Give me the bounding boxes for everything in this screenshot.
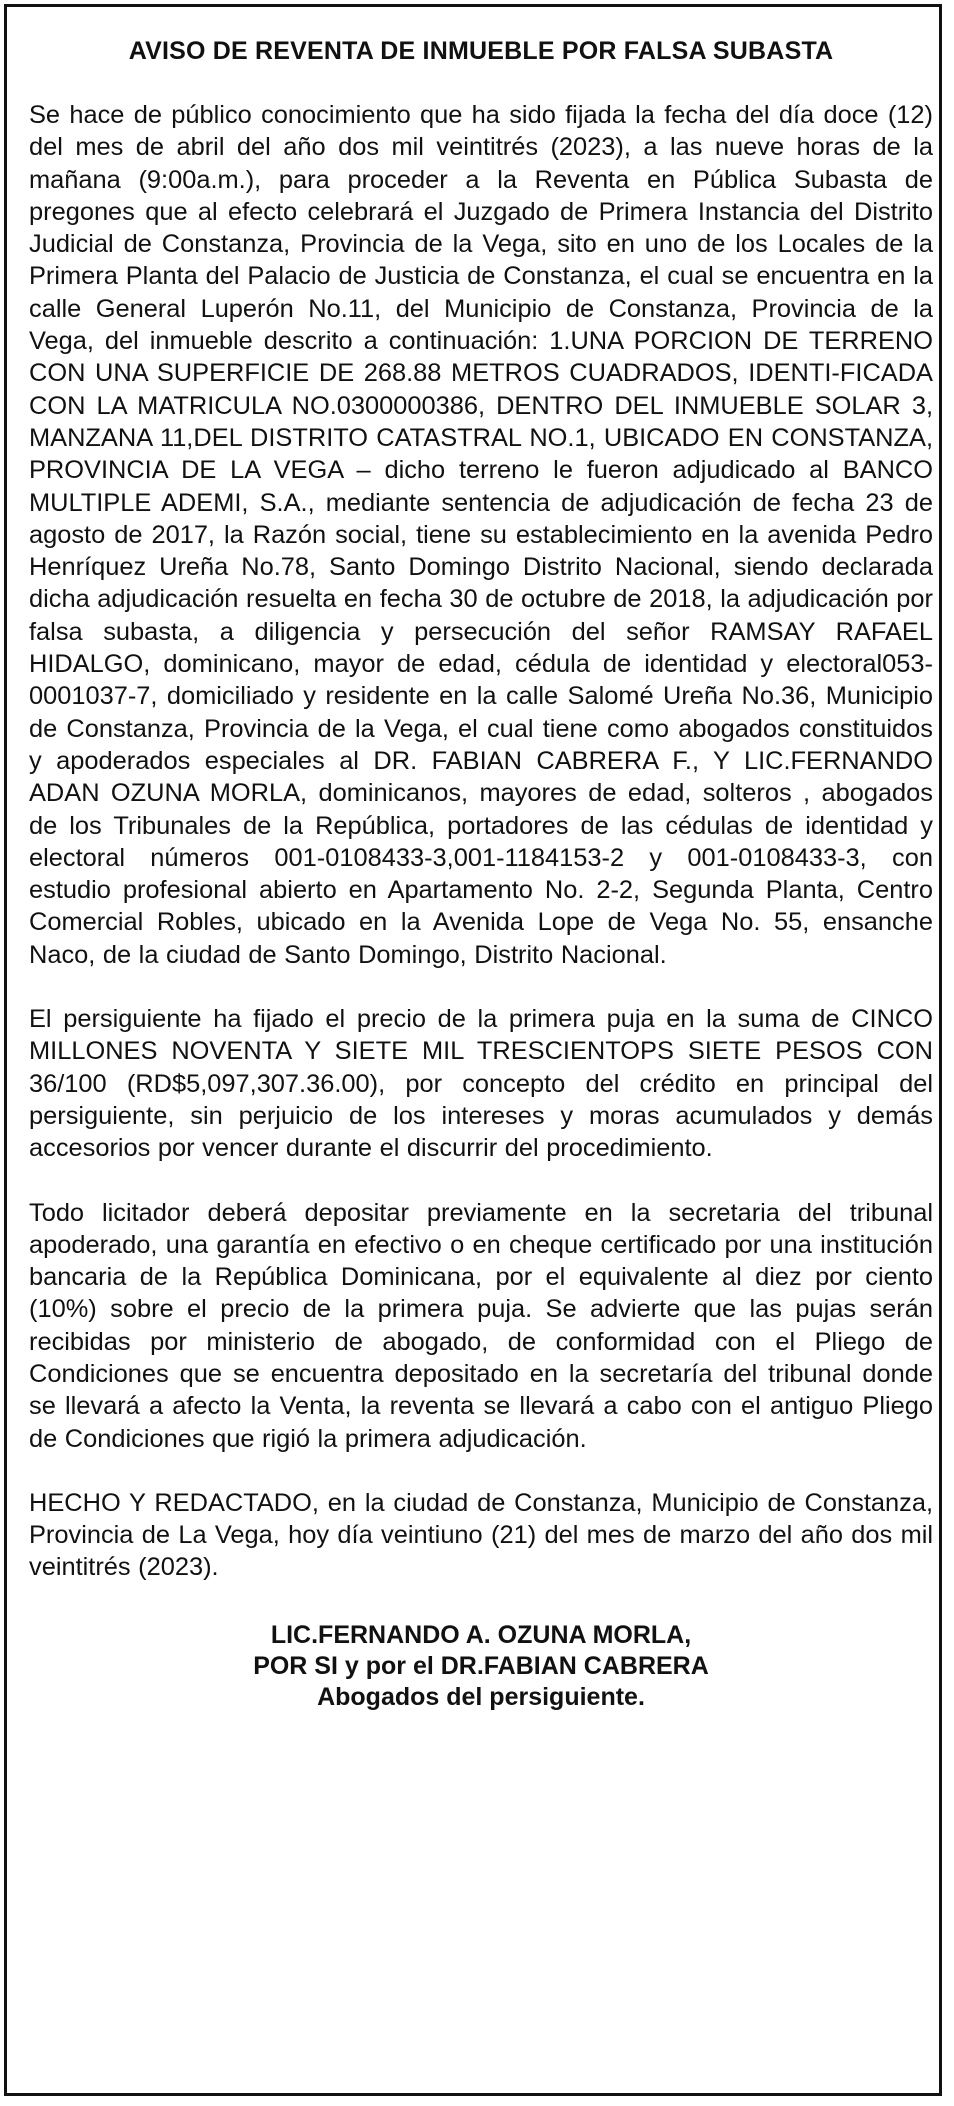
notice-paragraph-4: HECHO Y REDACTADO, en la ciudad de Constanza, Municipio de Constanza, Provincia de La Vega, hoy día veintiuno (21) del mes de marzo del año dos mil veintitrés (2023). bbox=[29, 1488, 933, 1582]
notice-paragraph-2: El persiguiente ha fijado el precio de la primera puja en la suma de CINCO MILLONES NOVENTA Y SIETE MIL TRESCIENTOPS SIETE PESOS CON 36/100 (RD$5,097,307.36.00), por concepto del crédito en principal del persiguiente, sin perjuicio de los intereses y moras acumulados y demás accesorios por vencer durante el discurrir del procedimiento. bbox=[29, 1005, 933, 1163]
notice-paragraph-1: Se hace de público conocimiento que ha sido fijada la fecha del día doce (12) del mes de abril del año dos mil veintitrés (2023), a las nueve horas de la mañana (9:00a.m.), para proceder a la Reventa en Pública Subasta de pregones que al efecto celebrará el Juzgado de Primera Instancia del Distrito Judicial de Constanza, Provincia de la Vega, sito en uno de los Locales de la Primera Planta del Palacio de Justicia de Constanza, el cual se encuentra en la calle General Luperón No.11, del Municipio de Constanza, Provincia de la Vega, del inmueble descrito a continuación: 1.UNA PORCION DE TERRENO CON UNA SUPERFICIE DE 268.88 METROS CUADRADOS, IDENTI-FICADA CON LA MATRICULA NO.0300000386, DENTRO DEL INMUEBLE SOLAR 3, MANZANA 11,DEL DISTRITO CATASTRAL NO.1, UBICADO EN CONSTANZA, PROVINCIA DE LA VEGA – dicho terreno le fueron adjudicado al BANCO MULTIPLE ADEMI, S.A., mediante sentencia de adjudicación de fecha 23 de agosto de 2017, la Razón social, tiene su establecimiento en la avenida Pedro Henríquez Ureña No.78, Santo Domingo Distrito Nacional, siendo declarada dicha adjudicación resuelta en fecha 30 de octubre de 2018, la adjudicación por falsa subasta, a diligencia y persecución del señor RAMSAY RAFAEL HIDALGO, dominicano, mayor de edad, cédula de identidad y electoral053-0001037-7, domiciliado y residente en la calle Salomé Ureña No.36, Municipio de Constanza, Provincia de la Vega, el cual tiene como abogados constituidos y apoderados especiales al DR. FABIAN CABRERA F., Y LIC.FERNANDO ADAN OZUNA MORLA, dominicanos, mayores de edad, solteros , abogados de los Tribunales de la República, portadores de las cédulas de identidad y electoral números 001-0108433-3,001-1184153-2 y 001-0108433-3, con estudio profesional abierto en Apartamento No. 2-2, Segunda Planta, Centro Comercial Robles, ubicado en la Avenida Lope de Vega No. 55, ensanche Naco, de la ciudad de Santo Domingo, Distrito Nacional. bbox=[29, 101, 933, 969]
paragraph-spacer bbox=[29, 1455, 933, 1487]
paragraph-spacer bbox=[29, 971, 933, 1003]
legal-notice bbox=[4, 4, 942, 2096]
notice-title: AVISO DE REVENTA DE INMUEBLE POR FALSA SUBASTA bbox=[128, 37, 834, 65]
signature-block bbox=[29, 1620, 933, 1713]
paragraph-spacer bbox=[29, 1165, 933, 1197]
notice-content bbox=[29, 37, 933, 1713]
signature-line-2: POR SI y por el DR.FABIAN CABRERA bbox=[253, 1651, 709, 1680]
signature-line-1: LIC.FERNANDO A. OZUNA MORLA, bbox=[270, 1620, 692, 1649]
signature-line-3: Abogados del persiguiente. bbox=[317, 1682, 645, 1711]
notice-paragraph-3: Todo licitador deberá depositar previamente en la secretaria del tribunal apoderado, una garantía en efectivo o en cheque certificado por una institución bancaria de la República Dominicana, por el equivalente al diez por ciento (10%) sobre el precio de la primera puja. Se advierte que las pujas serán recibidas por ministerio de abogado, de conformidad con el Pliego de Condiciones que se encuentra depositado en la secretaría del tribunal donde se llevará a afecto la Venta, la reventa se llevará a cabo con el antiguo Pliego de Condiciones que rigió la primera adjudicación. bbox=[29, 1198, 933, 1453]
